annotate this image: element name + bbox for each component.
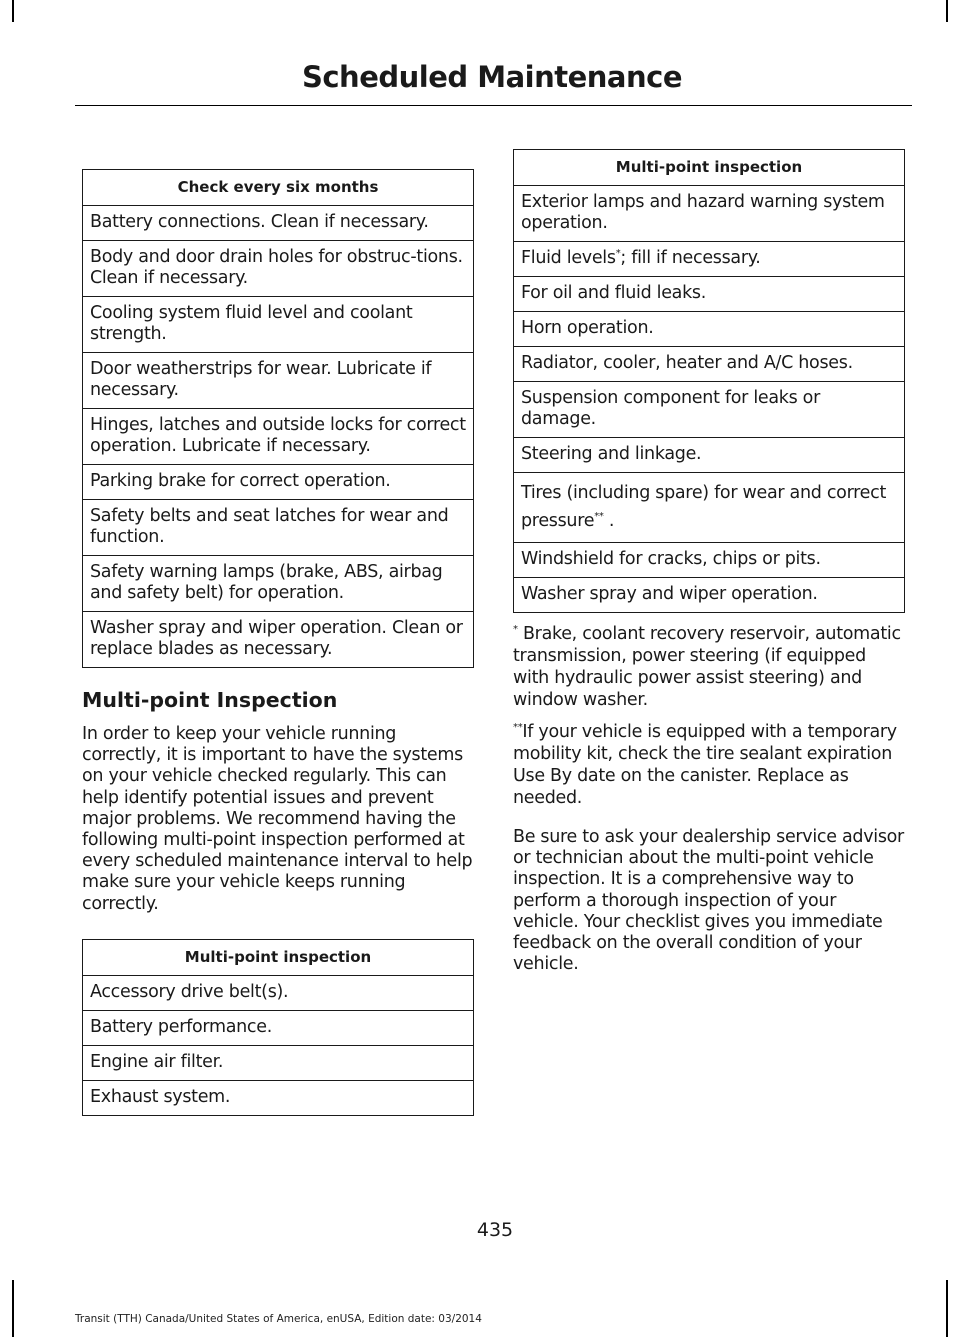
table-cell: Body and door drain holes for obstruc-tions. Clean if necessary. bbox=[83, 241, 474, 297]
table-cell: Windshield for cracks, chips or pits. bbox=[514, 543, 905, 578]
cell-text: Tires (including spare) for wear and correct pressure bbox=[521, 483, 887, 531]
table-row bbox=[83, 1045, 474, 1080]
table-cell: Radiator, cooler, heater and A/C hoses. bbox=[514, 347, 905, 382]
footnote-text: If your vehicle is equipped with a temporary mobility kit, check the tire sealant expiration Use By date on the canister. Replace as needed. bbox=[513, 722, 897, 808]
table-cell bbox=[514, 242, 905, 277]
page-title: Scheduled Maintenance bbox=[301, 60, 682, 94]
table-cell: Washer spray and wiper operation. Clean or replace blades as necessary. bbox=[83, 612, 474, 668]
table-cell: Door weatherstrips for wear. Lubricate if necessary. bbox=[83, 353, 474, 409]
table-row bbox=[83, 297, 474, 353]
footnote-marker: ** bbox=[594, 511, 604, 523]
table-row bbox=[83, 241, 474, 297]
table-cell: Horn operation. bbox=[514, 312, 905, 347]
crop-mark bbox=[946, 1280, 948, 1337]
table-row bbox=[514, 473, 905, 543]
table-row bbox=[83, 1080, 474, 1115]
table-cell: Exhaust system. bbox=[83, 1080, 474, 1115]
title-divider bbox=[75, 105, 912, 106]
table-row bbox=[514, 382, 905, 438]
table-cell: Hinges, latches and outside locks for correct operation. Lubricate if necessary. bbox=[83, 409, 474, 465]
table-cell: Accessory drive belt(s). bbox=[83, 975, 474, 1010]
table-cell: Washer spray and wiper operation. bbox=[514, 578, 905, 613]
crop-mark bbox=[946, 0, 948, 22]
table-row bbox=[514, 438, 905, 473]
table-cell: For oil and fluid leaks. bbox=[514, 277, 905, 312]
page-number: 435 bbox=[476, 1219, 514, 1241]
left-column bbox=[82, 169, 474, 1116]
table-row bbox=[83, 975, 474, 1010]
cell-text: Fluid levels bbox=[521, 248, 616, 268]
table-row bbox=[514, 347, 905, 382]
table-row bbox=[83, 500, 474, 556]
footnote-marker: * bbox=[615, 248, 621, 260]
table-row bbox=[83, 1010, 474, 1045]
multipoint-inspection-table-right bbox=[513, 149, 905, 613]
table-row bbox=[514, 186, 905, 242]
crop-mark bbox=[12, 0, 14, 22]
multipoint-inspection-table-left bbox=[82, 939, 474, 1116]
cell-text-tail: . bbox=[603, 511, 615, 531]
table-cell: Battery performance. bbox=[83, 1010, 474, 1045]
footnote-text: Brake, coolant recovery reservoir, automatic transmission, power steering (if equipped with hydraulic power assist steering) and window washer. bbox=[513, 624, 901, 710]
table-cell: Safety belts and seat latches for wear and function. bbox=[83, 500, 474, 556]
table-cell: Engine air filter. bbox=[83, 1045, 474, 1080]
table-row bbox=[514, 242, 905, 277]
table-row bbox=[83, 206, 474, 241]
footnote-2 bbox=[513, 721, 905, 809]
right-column bbox=[513, 149, 905, 975]
table-row bbox=[83, 556, 474, 612]
closing-paragraph: Be sure to ask your dealership service advisor or technician about the multi-point vehicle inspection. It is a comprehensive way to perform a thorough inspection of your vehicle. Your checklist gives you immediate feedback on the overall condition of your vehicle. bbox=[513, 827, 904, 975]
table-row bbox=[83, 465, 474, 500]
footnote-1 bbox=[513, 623, 905, 711]
table-row bbox=[83, 353, 474, 409]
table-cell: Cooling system fluid level and coolant strength. bbox=[83, 297, 474, 353]
cell-text-tail: ; fill if necessary. bbox=[620, 248, 761, 268]
footnote-marker: ** bbox=[513, 722, 523, 734]
table-row bbox=[514, 578, 905, 613]
section-heading: Multi-point Inspection bbox=[82, 688, 338, 712]
table-heading: Multi-point inspection bbox=[83, 939, 474, 975]
table-heading: Multi-point inspection bbox=[514, 150, 905, 186]
six-month-check-table bbox=[82, 169, 474, 668]
table-cell: Battery connections. Clean if necessary. bbox=[83, 206, 474, 241]
table-row bbox=[514, 543, 905, 578]
table-row bbox=[514, 277, 905, 312]
table-cell: Steering and linkage. bbox=[514, 438, 905, 473]
table-row bbox=[83, 409, 474, 465]
table-row bbox=[83, 612, 474, 668]
table-cell bbox=[514, 473, 905, 543]
table-heading: Check every six months bbox=[83, 170, 474, 206]
table-cell: Suspension component for leaks or damage. bbox=[514, 382, 905, 438]
crop-mark bbox=[12, 1280, 14, 1337]
table-cell: Parking brake for correct operation. bbox=[83, 465, 474, 500]
footnote-marker: * bbox=[513, 624, 518, 636]
table-row bbox=[514, 312, 905, 347]
table-cell: Exterior lamps and hazard warning system operation. bbox=[514, 186, 905, 242]
footer-edition-text: Transit (TTH) Canada/United States of America, enUSA, Edition date: 03/2014 bbox=[75, 1313, 482, 1325]
intro-paragraph: In order to keep your vehicle running correctly, it is important to have the systems on your vehicle checked regularly. This can help identify potential issues and prevent major problems. We recommend having the following multi-point inspection performed at every scheduled maintenance interval to help make sure your vehicle keeps running correctly. bbox=[82, 724, 473, 914]
table-cell: Safety warning lamps (brake, ABS, airbag and safety belt) for operation. bbox=[83, 556, 474, 612]
